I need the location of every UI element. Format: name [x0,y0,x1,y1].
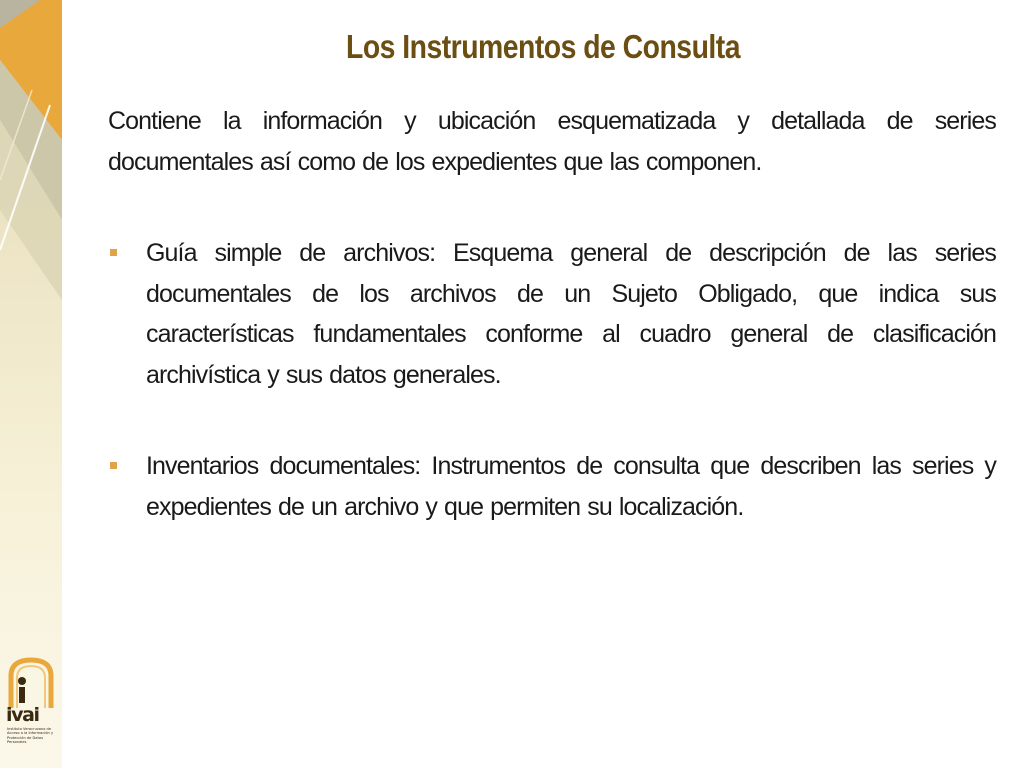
logo-wordmark: ivai [6,704,39,726]
square-bullet-icon [110,249,117,256]
bullet-item [108,233,996,395]
intro-paragraph: Contiene la información y ubicación esquematizada y detallada de series documentales así como de los expedientes que las componen. [108,107,996,176]
slide-title: Los Instrumentos de Consulta [346,28,740,65]
square-bullet-icon [110,462,117,469]
bullet-item [108,446,996,527]
logo-subtitle: Instituto Veracruzano de Acceso a la Información y Protección de Datos Personales [7,727,54,745]
bullet-text: Inventarios documentales: Instrumentos de consulta que describen las series y expedientes de un archivo y que permiten su localización. [146,452,996,521]
decorative-side-band [0,0,62,768]
bullet-text: Guía simple de archivos: Esquema general de descripción de las series documentales de los archivos de un Sujeto Obligado, que indica sus características fundamentales conforme al cuadro general de clasificación archivística y sus datos generales. [146,239,996,389]
ivai-logo [5,654,57,750]
slide-body [108,101,996,578]
